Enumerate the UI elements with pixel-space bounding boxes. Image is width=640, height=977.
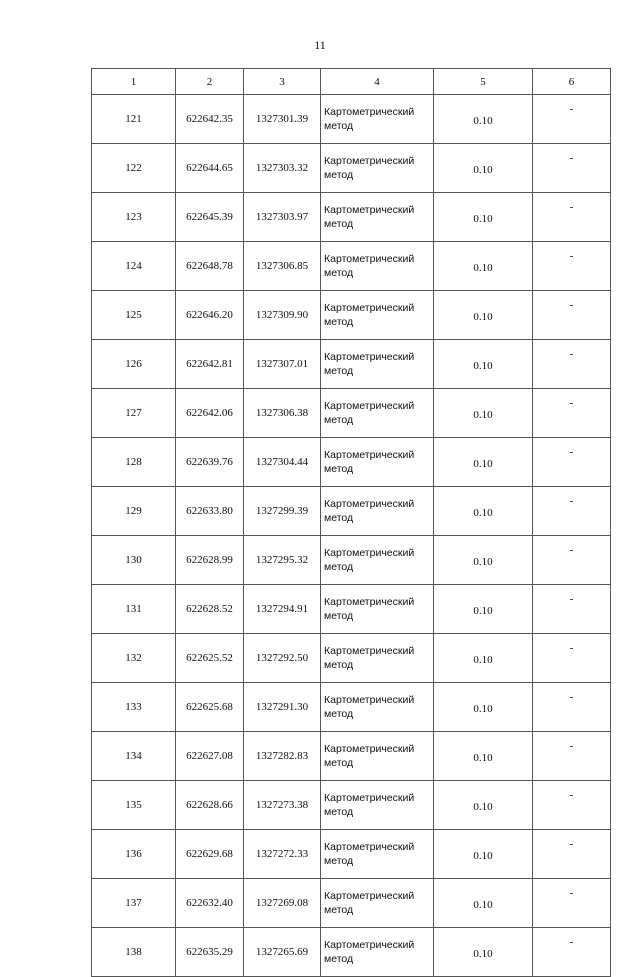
method-cell: Картометрический метод xyxy=(321,732,434,781)
table-row xyxy=(92,242,611,291)
precision-cell: 0.10 xyxy=(434,340,533,389)
method-cell: Картометрический метод xyxy=(321,634,434,683)
x-coordinate-cell: 622625.52 xyxy=(176,634,244,683)
coordinates-table xyxy=(91,68,611,977)
column-header-2: 2 xyxy=(176,69,244,95)
table-row xyxy=(92,830,611,879)
note-cell: - xyxy=(533,144,611,193)
method-cell: Картометрический метод xyxy=(321,193,434,242)
table-row xyxy=(92,928,611,977)
precision-cell: 0.10 xyxy=(434,830,533,879)
note-cell: - xyxy=(533,536,611,585)
column-header-5: 5 xyxy=(434,69,533,95)
note-cell: - xyxy=(533,634,611,683)
table-row xyxy=(92,536,611,585)
header-row xyxy=(92,69,611,95)
method-cell: Картометрический метод xyxy=(321,683,434,732)
table-row xyxy=(92,193,611,242)
precision-cell: 0.10 xyxy=(434,95,533,144)
point-number-cell: 121 xyxy=(92,95,176,144)
y-coordinate-cell: 1327295.32 xyxy=(244,536,321,585)
y-coordinate-cell: 1327309.90 xyxy=(244,291,321,340)
table-row xyxy=(92,291,611,340)
precision-cell: 0.10 xyxy=(434,781,533,830)
precision-cell: 0.10 xyxy=(434,144,533,193)
x-coordinate-cell: 622639.76 xyxy=(176,438,244,487)
method-cell: Картометрический метод xyxy=(321,389,434,438)
column-header-6: 6 xyxy=(533,69,611,95)
table-row xyxy=(92,95,611,144)
method-cell: Картометрический метод xyxy=(321,340,434,389)
y-coordinate-cell: 1327265.69 xyxy=(244,928,321,977)
x-coordinate-cell: 622642.35 xyxy=(176,95,244,144)
table-row xyxy=(92,683,611,732)
y-coordinate-cell: 1327269.08 xyxy=(244,879,321,928)
y-coordinate-cell: 1327291.30 xyxy=(244,683,321,732)
point-number-cell: 135 xyxy=(92,781,176,830)
point-number-cell: 136 xyxy=(92,830,176,879)
x-coordinate-cell: 622628.99 xyxy=(176,536,244,585)
y-coordinate-cell: 1327299.39 xyxy=(244,487,321,536)
y-coordinate-cell: 1327307.01 xyxy=(244,340,321,389)
precision-cell: 0.10 xyxy=(434,487,533,536)
precision-cell: 0.10 xyxy=(434,438,533,487)
point-number-cell: 126 xyxy=(92,340,176,389)
method-cell: Картометрический метод xyxy=(321,879,434,928)
method-cell: Картометрический метод xyxy=(321,928,434,977)
y-coordinate-cell: 1327303.97 xyxy=(244,193,321,242)
column-header-3: 3 xyxy=(244,69,321,95)
table-row xyxy=(92,389,611,438)
method-cell: Картометрический метод xyxy=(321,144,434,193)
x-coordinate-cell: 622625.68 xyxy=(176,683,244,732)
y-coordinate-cell: 1327273.38 xyxy=(244,781,321,830)
x-coordinate-cell: 622632.40 xyxy=(176,879,244,928)
method-cell: Картометрический метод xyxy=(321,291,434,340)
point-number-cell: 130 xyxy=(92,536,176,585)
note-cell: - xyxy=(533,95,611,144)
precision-cell: 0.10 xyxy=(434,928,533,977)
x-coordinate-cell: 622628.66 xyxy=(176,781,244,830)
x-coordinate-cell: 622646.20 xyxy=(176,291,244,340)
point-number-cell: 122 xyxy=(92,144,176,193)
note-cell: - xyxy=(533,928,611,977)
note-cell: - xyxy=(533,242,611,291)
precision-cell: 0.10 xyxy=(434,879,533,928)
y-coordinate-cell: 1327272.33 xyxy=(244,830,321,879)
note-cell: - xyxy=(533,585,611,634)
column-header-4: 4 xyxy=(321,69,434,95)
table-row xyxy=(92,438,611,487)
precision-cell: 0.10 xyxy=(434,634,533,683)
point-number-cell: 138 xyxy=(92,928,176,977)
x-coordinate-cell: 622645.39 xyxy=(176,193,244,242)
point-number-cell: 132 xyxy=(92,634,176,683)
x-coordinate-cell: 622628.52 xyxy=(176,585,244,634)
note-cell: - xyxy=(533,732,611,781)
note-cell: - xyxy=(533,291,611,340)
x-coordinate-cell: 622648.78 xyxy=(176,242,244,291)
point-number-cell: 131 xyxy=(92,585,176,634)
method-cell: Картометрический метод xyxy=(321,781,434,830)
point-number-cell: 133 xyxy=(92,683,176,732)
point-number-cell: 123 xyxy=(92,193,176,242)
x-coordinate-cell: 622644.65 xyxy=(176,144,244,193)
column-header-1: 1 xyxy=(92,69,176,95)
method-cell: Картометрический метод xyxy=(321,95,434,144)
note-cell: - xyxy=(533,781,611,830)
method-cell: Картометрический метод xyxy=(321,536,434,585)
table-row xyxy=(92,732,611,781)
table-row xyxy=(92,487,611,536)
point-number-cell: 137 xyxy=(92,879,176,928)
x-coordinate-cell: 622629.68 xyxy=(176,830,244,879)
note-cell: - xyxy=(533,193,611,242)
note-cell: - xyxy=(533,879,611,928)
table-row xyxy=(92,144,611,193)
x-coordinate-cell: 622642.81 xyxy=(176,340,244,389)
point-number-cell: 134 xyxy=(92,732,176,781)
precision-cell: 0.10 xyxy=(434,291,533,340)
y-coordinate-cell: 1327304.44 xyxy=(244,438,321,487)
note-cell: - xyxy=(533,683,611,732)
table-row xyxy=(92,340,611,389)
note-cell: - xyxy=(533,340,611,389)
note-cell: - xyxy=(533,389,611,438)
y-coordinate-cell: 1327294.91 xyxy=(244,585,321,634)
table-row xyxy=(92,879,611,928)
precision-cell: 0.10 xyxy=(434,193,533,242)
x-coordinate-cell: 622627.08 xyxy=(176,732,244,781)
method-cell: Картометрический метод xyxy=(321,585,434,634)
precision-cell: 0.10 xyxy=(434,585,533,634)
point-number-cell: 127 xyxy=(92,389,176,438)
y-coordinate-cell: 1327282.83 xyxy=(244,732,321,781)
point-number-cell: 128 xyxy=(92,438,176,487)
y-coordinate-cell: 1327301.39 xyxy=(244,95,321,144)
table-row xyxy=(92,585,611,634)
table-body xyxy=(92,95,611,977)
precision-cell: 0.10 xyxy=(434,242,533,291)
method-cell: Картометрический метод xyxy=(321,487,434,536)
precision-cell: 0.10 xyxy=(434,389,533,438)
y-coordinate-cell: 1327303.32 xyxy=(244,144,321,193)
point-number-cell: 129 xyxy=(92,487,176,536)
page-number: 11 xyxy=(314,38,326,52)
method-cell: Картометрический метод xyxy=(321,830,434,879)
y-coordinate-cell: 1327292.50 xyxy=(244,634,321,683)
point-number-cell: 125 xyxy=(92,291,176,340)
table-row xyxy=(92,781,611,830)
note-cell: - xyxy=(533,438,611,487)
note-cell: - xyxy=(533,830,611,879)
x-coordinate-cell: 622633.80 xyxy=(176,487,244,536)
y-coordinate-cell: 1327306.38 xyxy=(244,389,321,438)
precision-cell: 0.10 xyxy=(434,536,533,585)
note-cell: - xyxy=(533,487,611,536)
x-coordinate-cell: 622635.29 xyxy=(176,928,244,977)
method-cell: Картометрический метод xyxy=(321,438,434,487)
precision-cell: 0.10 xyxy=(434,683,533,732)
method-cell: Картометрический метод xyxy=(321,242,434,291)
table-row xyxy=(92,634,611,683)
precision-cell: 0.10 xyxy=(434,732,533,781)
y-coordinate-cell: 1327306.85 xyxy=(244,242,321,291)
x-coordinate-cell: 622642.06 xyxy=(176,389,244,438)
point-number-cell: 124 xyxy=(92,242,176,291)
